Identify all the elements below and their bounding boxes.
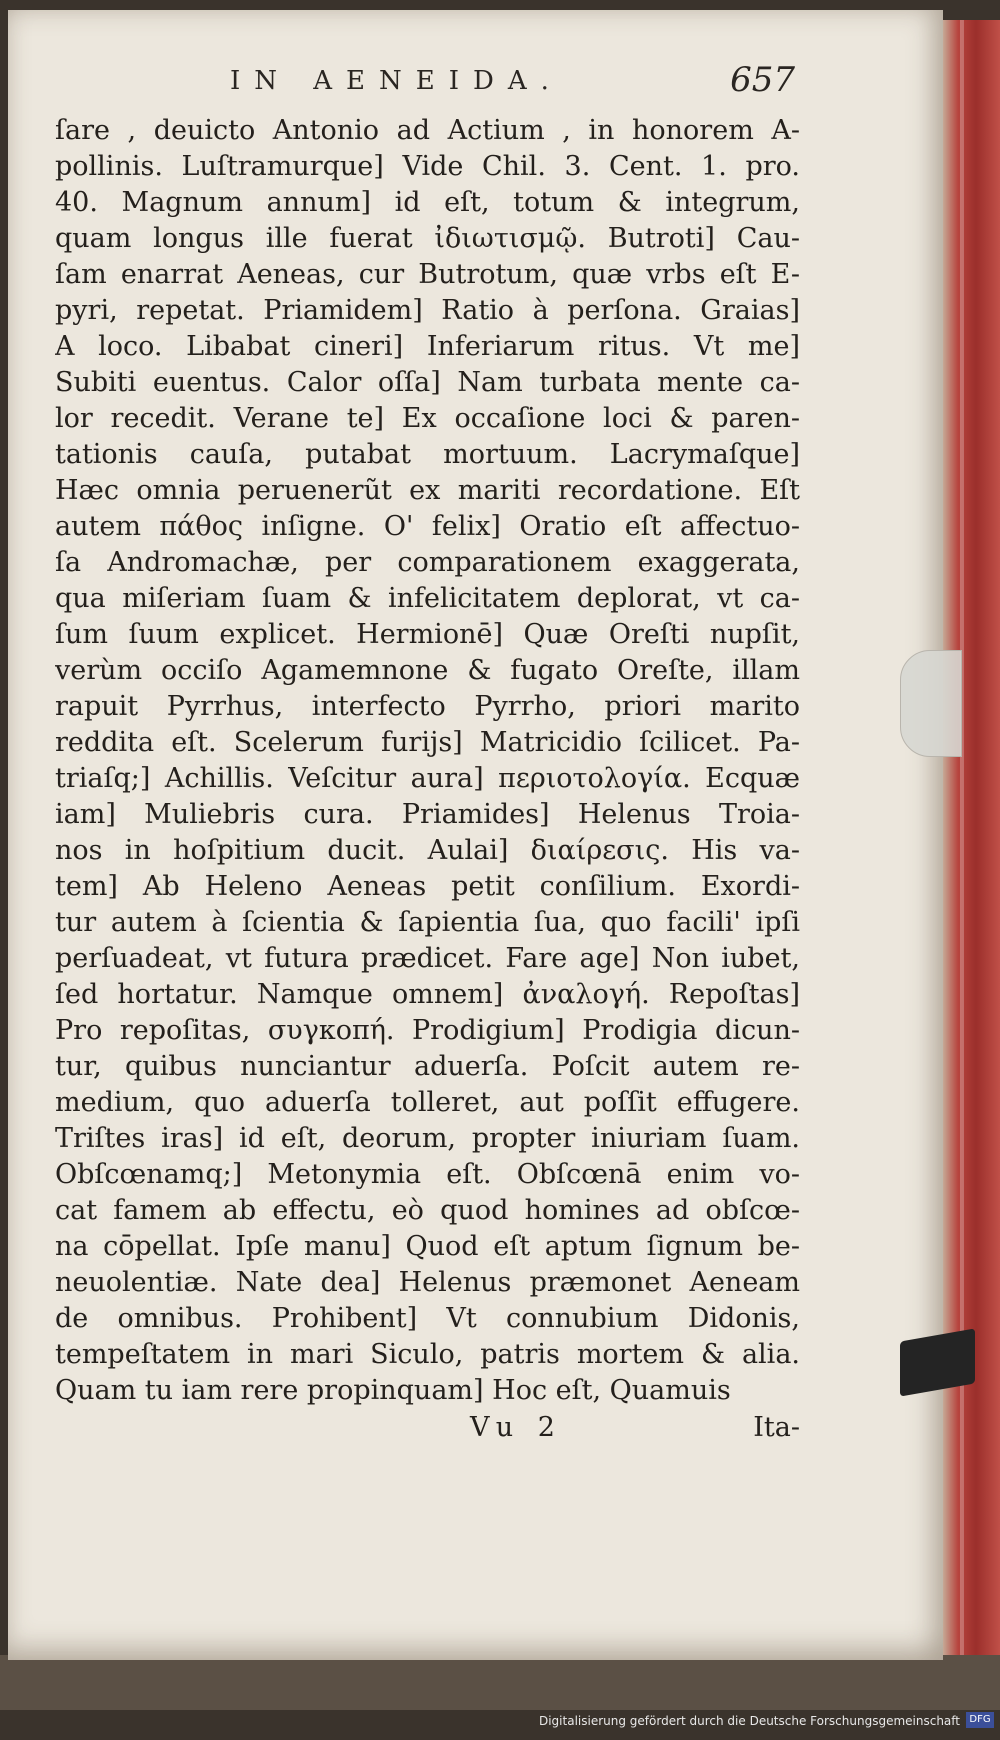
text-line: ſa Andromachæ, per comparationem exaggerata, <box>55 547 800 578</box>
commentary-text <box>55 113 800 1409</box>
text-line: lor recedit. Verane te] Ex occaſione loci & paren- <box>55 403 800 434</box>
text-line: Quam tu iam rere propinquam] Hoc eſt, Quamuis <box>55 1375 731 1406</box>
text-line: tur, quibus nunciantur aduerſa. Poſcit autem re- <box>55 1051 800 1082</box>
page-tab-marker <box>900 650 962 757</box>
text-line: quam longus ille fuerat ἰδιωτισμῷ. Butroti] Cau- <box>55 223 800 254</box>
text-line: nos in hoſpitium ducit. Aulai] διαίρεσις. His va- <box>55 835 800 866</box>
text-line: ſare , deuicto Antonio ad Actium , in honorem A- <box>55 115 800 146</box>
text-line: na cōpellat. Ipſe manu] Quod eſt aptum ſignum be- <box>55 1231 800 1262</box>
catchword: Ita- <box>753 1412 800 1443</box>
text-line: pollinis. Luſtramurque] Vide Chil. 3. Cent. 1. pro. <box>55 151 800 182</box>
text-line: perſuadeat, vt futura prædicet. Fare age] Non iubet, <box>55 943 800 974</box>
page-footer <box>55 1412 800 1448</box>
text-line: A loco. Libabat cineri] Inferiarum ritus. Vt me] <box>55 331 800 362</box>
text-line: medium, quo aduerſa tolleret, aut poſſit effugere. <box>55 1087 800 1118</box>
book-binding-edge <box>940 20 1000 1660</box>
dfg-logo: DFG <box>966 1712 994 1728</box>
text-line: iam] Muliebris cura. Priamides] Helenus Troia- <box>55 799 800 830</box>
text-line: neuolentiæ. Nate dea] Helenus præmonet Aeneam <box>55 1267 800 1298</box>
signature-mark: Vu 2 <box>470 1412 563 1443</box>
text-line: tationis cauſa, putabat mortuum. Lacrymaſque] <box>55 439 800 470</box>
text-line: Obſcœnamq;] Metonymia eſt. Obſcœnā enim vo- <box>55 1159 800 1190</box>
text-line: tur autem à ſcientia & ſapientia ſua, quo facili' ipſi <box>55 907 800 938</box>
text-line: Hæc omnia peruenerũt ex mariti recordatione. Eſt <box>55 475 800 506</box>
text-line: ſed hortatur. Namque omnem] ἀναλογή. Repoſtas] <box>55 979 800 1010</box>
text-line: pyri, repetat. Priamidem] Ratio à perſona. Graias] <box>55 295 800 326</box>
page-header <box>55 60 795 100</box>
text-line: ſam enarrat Aeneas, cur Butrotum, quæ vrbs eſt E- <box>55 259 800 290</box>
running-head: IN AENEIDA. <box>230 66 563 96</box>
text-line: Triſtes iras] id eſt, deorum, propter iniuriam ſuam. <box>55 1123 800 1154</box>
text-line: triaſq;] Achillis. Veſcitur aura] περιοτολογία. Ecquæ <box>55 763 800 794</box>
text-line: qua miſeriam ſuam & infelicitatem deplorat, vt ca- <box>55 583 800 614</box>
text-line: Pro repoſitas, συγκοπή. Prodigium] Prodigia dicun- <box>55 1015 800 1046</box>
page-bottom-edge <box>0 1655 1000 1710</box>
text-line: reddita eſt. Scelerum furijs] Matricidio ſcilicet. Pa- <box>55 727 800 758</box>
text-line: autem πάθος inſigne. O' felix] Oratio eſt affectuo- <box>55 511 800 542</box>
text-line: Subiti euentus. Calor oſſa] Nam turbata mente ca- <box>55 367 800 398</box>
text-line: de omnibus. Prohibent] Vt connubium Didonis, <box>55 1303 800 1334</box>
digitization-credit: Digitalisierung gefördert durch die Deutsche Forschungsgemeinschaft <box>538 1714 960 1728</box>
text-line: cat famem ab effectu, eò quod homines ad obſcœ- <box>55 1195 800 1226</box>
text-line: 40. Magnum annum] id eſt, totum & integrum, <box>55 187 800 218</box>
text-line: tempeſtatem in mari Siculo, patris mortem & alia. <box>55 1339 800 1370</box>
text-line: rapuit Pyrrhus, interfecto Pyrrho, priori marito <box>55 691 800 722</box>
text-line: tem] Ab Heleno Aeneas petit conſilium. Exordi- <box>55 871 800 902</box>
text-line: verùm occiſo Agamemnone & fugato Oreſte, illam <box>55 655 800 686</box>
page-number: 657 <box>730 60 795 100</box>
text-line: ſum ſuum explicet. Hermionē] Quæ Oreſti nupſit, <box>55 619 800 650</box>
